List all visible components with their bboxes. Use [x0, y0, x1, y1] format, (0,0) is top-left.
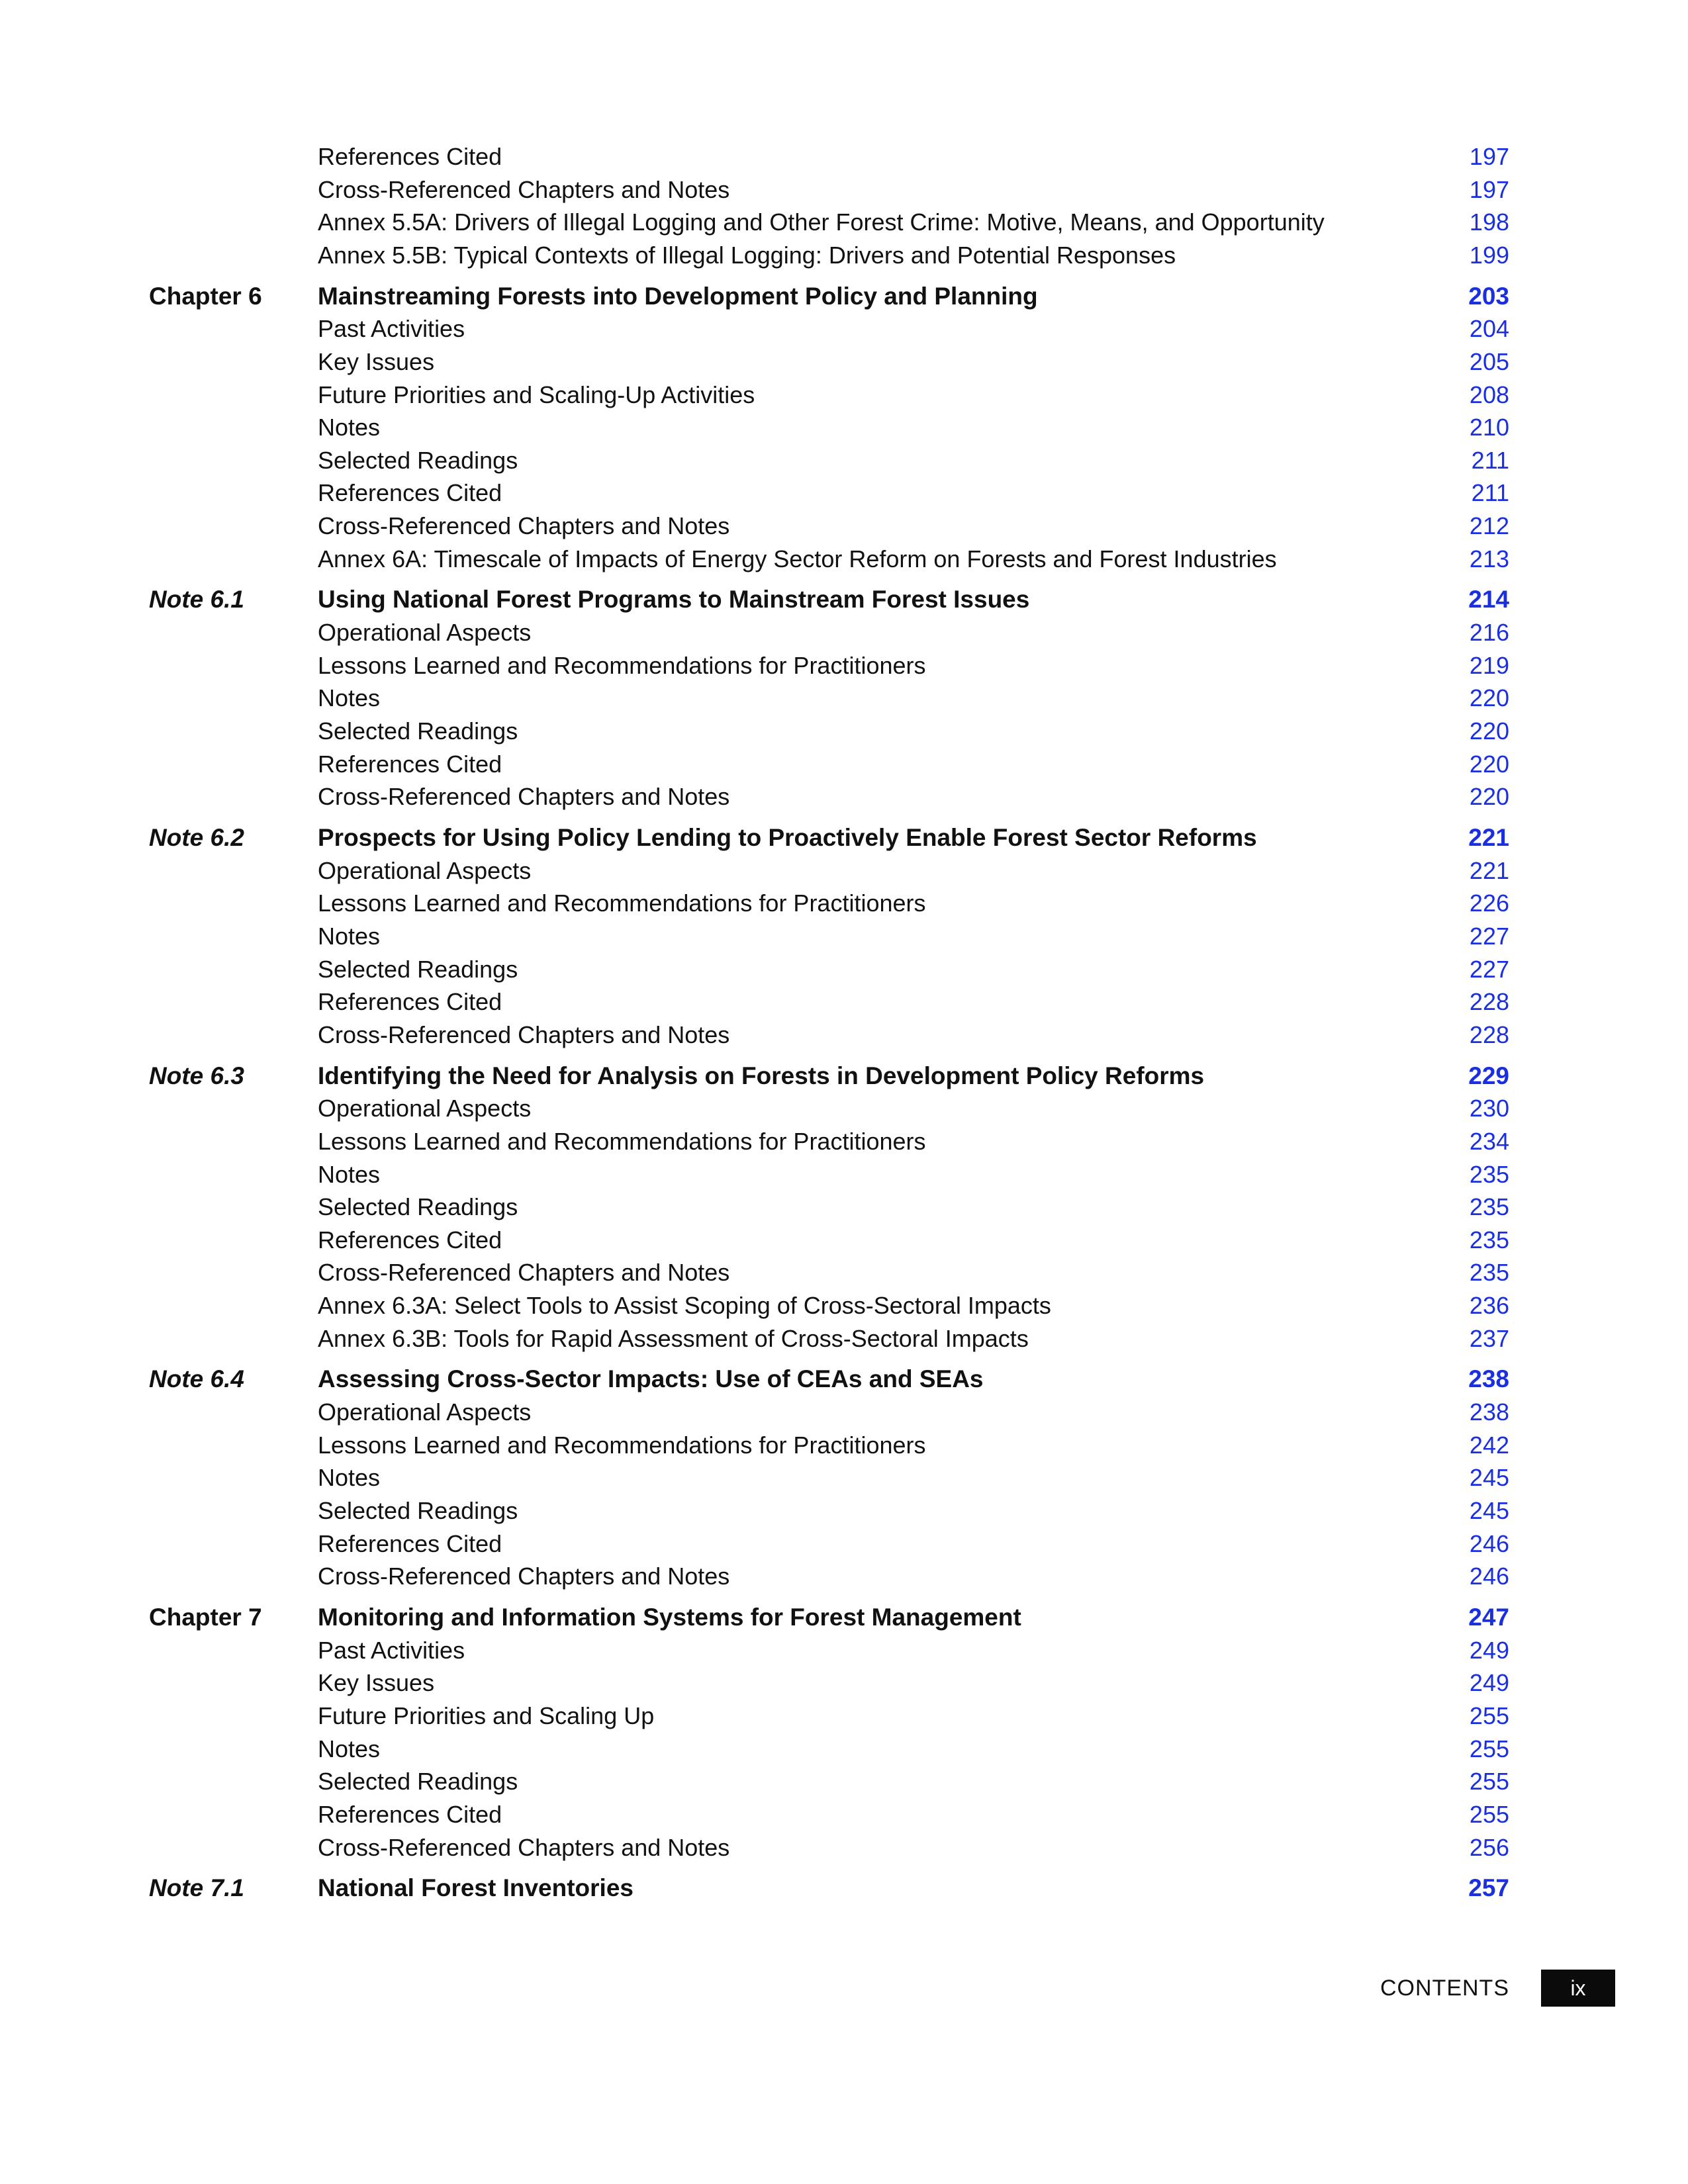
page-number-link[interactable]: 220 [1469, 717, 1509, 745]
toc-entry-row [0, 1634, 1688, 1667]
page-number-link[interactable]: 219 [1469, 652, 1509, 679]
note-label: Note 6.4 [149, 1365, 244, 1392]
toc-entry-row [0, 411, 1688, 444]
toc-entry-row [0, 1289, 1688, 1322]
entry-title: References Cited [318, 479, 502, 506]
entry-title: References Cited [318, 1801, 502, 1828]
entry-title: References Cited [318, 143, 502, 170]
toc-entry-row [0, 1256, 1688, 1289]
section-title: Prospects for Using Policy Lending to Proactively Enable Forest Sector Reforms [318, 824, 1257, 851]
toc-heading-row [0, 1601, 1688, 1634]
entry-title: Operational Aspects [318, 857, 532, 884]
entry-title: Selected Readings [318, 956, 518, 983]
toc-entry-row [0, 1666, 1688, 1700]
page-number-link[interactable]: 236 [1469, 1292, 1509, 1319]
section-title: Assessing Cross-Sector Impacts: Use of CEAs and SEAs [318, 1365, 984, 1392]
page-number-link[interactable]: 237 [1469, 1325, 1509, 1352]
entry-title: Annex 5.5A: Drivers of Illegal Logging and Other Forest Crime: Motive, Means, and Opportunity [318, 208, 1325, 236]
page-number-link[interactable]: 234 [1469, 1128, 1509, 1155]
entry-title: Lessons Learned and Recommendations for Practitioners [318, 652, 926, 679]
entry-title: Notes [318, 684, 381, 711]
note-label: Note 7.1 [149, 1874, 244, 1901]
entry-title: Future Priorities and Scaling Up [318, 1702, 655, 1729]
page-number-link[interactable]: 242 [1469, 1432, 1509, 1459]
entry-title: Notes [318, 414, 381, 441]
page-number-link[interactable]: 228 [1469, 1021, 1509, 1048]
entry-title: References Cited [318, 988, 502, 1015]
entry-title: Past Activities [318, 315, 465, 342]
toc-entry-row [0, 1765, 1688, 1798]
toc-entry-row [0, 312, 1688, 345]
toc-entry-row [0, 1224, 1688, 1257]
page-number-link[interactable]: 221 [1469, 857, 1509, 884]
page-number-link[interactable]: 235 [1469, 1161, 1509, 1188]
toc-entry-row [0, 173, 1688, 206]
entry-title: Key Issues [318, 348, 435, 375]
page-number-link[interactable]: 220 [1469, 684, 1509, 711]
entry-title: Notes [318, 923, 381, 950]
toc-heading-row [0, 280, 1688, 313]
toc-entry-row [0, 780, 1688, 813]
toc-entry-row [0, 985, 1688, 1019]
page-number-link[interactable]: 235 [1469, 1193, 1509, 1220]
toc-entry-row [0, 1560, 1688, 1593]
toc-entry-row [0, 1461, 1688, 1494]
toc-entry-row [0, 1092, 1688, 1125]
toc-entry-row [0, 510, 1688, 543]
section-title: Identifying the Need for Analysis on Forests in Development Policy Reforms [318, 1062, 1205, 1089]
page-number-link[interactable]: 211 [1471, 447, 1509, 474]
page-number-link[interactable]: 255 [1469, 1768, 1509, 1795]
toc-heading-row [0, 583, 1688, 616]
entry-title: Cross-Referenced Chapters and Notes [318, 783, 730, 810]
toc-entry-row [0, 1798, 1688, 1831]
toc-entry-row [0, 1429, 1688, 1462]
page-number-link[interactable]: 204 [1469, 315, 1509, 342]
entry-title: Lessons Learned and Recommendations for Practitioners [318, 889, 926, 917]
page-number-link[interactable]: 221 [1468, 824, 1509, 851]
toc-entry-row [0, 649, 1688, 682]
toc-entry-row [0, 616, 1688, 649]
toc-entry-row [0, 1158, 1688, 1191]
toc-entry-row [0, 239, 1688, 272]
toc-entry-row [0, 748, 1688, 781]
toc-entry-row [0, 1527, 1688, 1561]
toc-heading-row [0, 1363, 1688, 1396]
page-number-link[interactable]: 198 [1469, 208, 1509, 236]
entry-title: Past Activities [318, 1637, 465, 1664]
entry-title: References Cited [318, 1226, 502, 1253]
section-title: Using National Forest Programs to Mainstream Forest Issues [318, 586, 1030, 613]
toc-entry-row [0, 477, 1688, 510]
entry-title: Notes [318, 1464, 381, 1491]
page-number-link[interactable]: 238 [1469, 1398, 1509, 1426]
toc-entry-row [0, 1019, 1688, 1052]
note-label: Note 6.1 [149, 586, 244, 613]
toc-entry-row [0, 206, 1688, 239]
toc-entry-row [0, 543, 1688, 576]
toc-entry-row [0, 379, 1688, 412]
page-number-link[interactable]: 205 [1469, 348, 1509, 375]
entry-title: Selected Readings [318, 1193, 518, 1220]
toc-entry-row [0, 1322, 1688, 1355]
toc-entry-row [0, 1700, 1688, 1733]
page-number-link[interactable]: 230 [1469, 1095, 1509, 1122]
page-number-link[interactable]: 227 [1469, 923, 1509, 950]
entry-title: Selected Readings [318, 717, 518, 745]
page-number-link[interactable]: 214 [1468, 586, 1509, 613]
toc-entry-row [0, 1396, 1688, 1429]
page-number-link[interactable]: 235 [1469, 1259, 1509, 1286]
entry-title: Selected Readings [318, 1497, 518, 1524]
page-number-link[interactable]: 199 [1469, 242, 1509, 269]
toc-entry-row [0, 1125, 1688, 1158]
entry-title: Operational Aspects [318, 1398, 532, 1426]
page-number-link[interactable]: 203 [1468, 283, 1509, 310]
page-number-link[interactable]: 245 [1469, 1464, 1509, 1491]
entry-title: Selected Readings [318, 1768, 518, 1795]
entry-title: Cross-Referenced Chapters and Notes [318, 1259, 730, 1286]
toc-entry-row [0, 444, 1688, 477]
page-number-link[interactable]: 197 [1469, 176, 1509, 203]
entry-title: Future Priorities and Scaling-Up Activities [318, 381, 755, 408]
toc-entry-row [0, 953, 1688, 986]
page-number-link[interactable]: 257 [1468, 1874, 1509, 1901]
toc-entry-row [0, 854, 1688, 887]
entry-title: References Cited [318, 751, 502, 778]
page-number-link[interactable]: 255 [1469, 1702, 1509, 1729]
page-number-link[interactable]: 255 [1469, 1801, 1509, 1828]
toc-heading-row [0, 821, 1688, 854]
entry-title: Annex 6.3B: Tools for Rapid Assessment of Cross-Sectoral Impacts [318, 1325, 1029, 1352]
entry-title: Cross-Referenced Chapters and Notes [318, 1563, 730, 1590]
entry-title: Annex 6.3A: Select Tools to Assist Scoping of Cross-Sectoral Impacts [318, 1292, 1051, 1319]
entry-title: Cross-Referenced Chapters and Notes [318, 1834, 730, 1861]
entry-title: Cross-Referenced Chapters and Notes [318, 1021, 730, 1048]
page-number-link[interactable]: 235 [1469, 1226, 1509, 1253]
page-number-link[interactable]: 246 [1469, 1530, 1509, 1557]
page-number-link[interactable]: 229 [1468, 1062, 1509, 1089]
toc-entry-row [0, 887, 1688, 920]
note-label: Note 6.2 [149, 824, 244, 851]
toc-entry-row [0, 140, 1688, 173]
toc-entry-row [0, 1733, 1688, 1766]
entry-title: Operational Aspects [318, 619, 532, 646]
section-title: Mainstreaming Forests into Development Policy and Planning [318, 283, 1038, 310]
page-number-link[interactable]: 211 [1471, 479, 1509, 506]
page-number-link[interactable]: 249 [1469, 1669, 1509, 1696]
page-number-link[interactable]: 216 [1469, 619, 1509, 646]
note-label: Note 6.3 [149, 1062, 244, 1089]
entry-title: Operational Aspects [318, 1095, 532, 1122]
entry-title: References Cited [318, 1530, 502, 1557]
page-number-link[interactable]: 228 [1469, 988, 1509, 1015]
toc-heading-row [0, 1060, 1688, 1093]
entry-title: Key Issues [318, 1669, 435, 1696]
entry-title: Cross-Referenced Chapters and Notes [318, 512, 730, 539]
page-number-link[interactable]: 246 [1469, 1563, 1509, 1590]
toc-entry-row [0, 682, 1688, 715]
toc-entry-row [0, 1831, 1688, 1864]
page-number-link[interactable]: 255 [1469, 1735, 1509, 1762]
chapter-label: Chapter 7 [149, 1604, 262, 1631]
page-number-link[interactable]: 256 [1469, 1834, 1509, 1861]
page-number-link[interactable]: 197 [1469, 143, 1509, 170]
page-number-link[interactable]: 210 [1469, 414, 1509, 441]
page-number-link[interactable]: 220 [1469, 783, 1509, 810]
entry-title: Annex 5.5B: Typical Contexts of Illegal Logging: Drivers and Potential Responses [318, 242, 1176, 269]
toc-heading-row [0, 1872, 1688, 1905]
page-number-link[interactable]: 227 [1469, 956, 1509, 983]
page-number-link[interactable]: 226 [1469, 889, 1509, 917]
toc-entry-row [0, 345, 1688, 379]
entry-title: Annex 6A: Timescale of Impacts of Energy Sector Reform on Forests and Forest Industries [318, 545, 1277, 572]
toc-entry-row [0, 1191, 1688, 1224]
entry-title: Notes [318, 1161, 381, 1188]
section-title: National Forest Inventories [318, 1874, 633, 1901]
page-number-link[interactable]: 247 [1468, 1604, 1509, 1631]
toc-entry-row [0, 920, 1688, 953]
entry-title: Lessons Learned and Recommendations for Practitioners [318, 1128, 926, 1155]
page-number-link[interactable]: 213 [1469, 545, 1509, 572]
page-number-link[interactable]: 245 [1469, 1497, 1509, 1524]
entry-title: Selected Readings [318, 447, 518, 474]
entry-title: Lessons Learned and Recommendations for Practitioners [318, 1432, 926, 1459]
section-title: Monitoring and Information Systems for Forest Management [318, 1604, 1021, 1631]
page-number-link[interactable]: 220 [1469, 751, 1509, 778]
entry-title: Cross-Referenced Chapters and Notes [318, 176, 730, 203]
footer-section-label: CONTENTS [1380, 1976, 1509, 2001]
footer-page-number: ix [1541, 1970, 1615, 2007]
toc-entry-row [0, 1494, 1688, 1527]
chapter-label: Chapter 6 [149, 283, 262, 310]
page-number-link[interactable]: 238 [1468, 1365, 1509, 1392]
page-number-link[interactable]: 212 [1469, 512, 1509, 539]
toc-entry-row [0, 715, 1688, 748]
entry-title: Notes [318, 1735, 381, 1762]
page-number-link[interactable]: 249 [1469, 1637, 1509, 1664]
page-number-link[interactable]: 208 [1469, 381, 1509, 408]
